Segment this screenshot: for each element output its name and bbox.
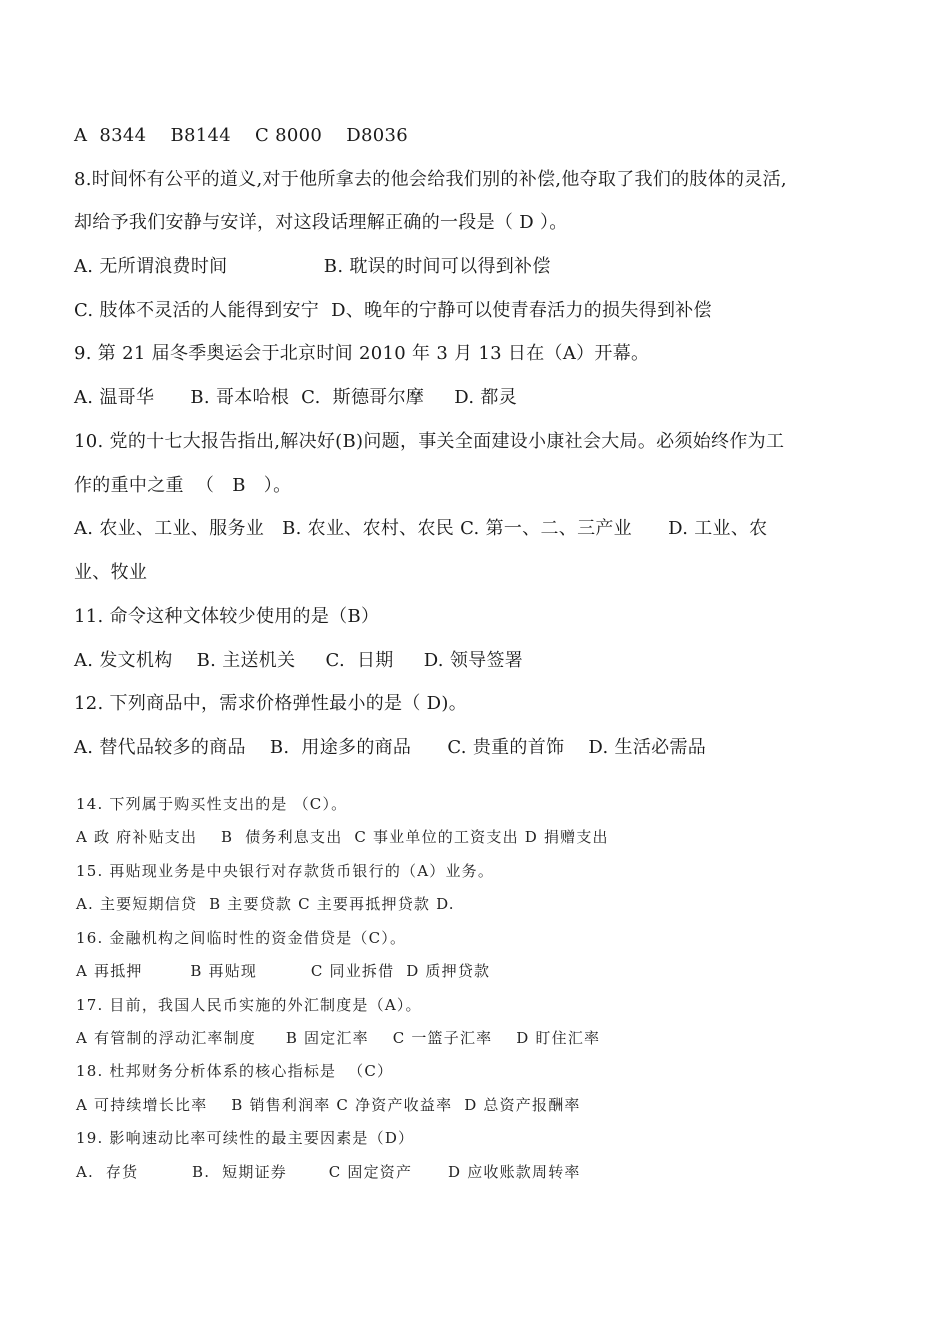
q8-text-line2: 却给予我们安静与安详，对这段话理解正确的一段是（ D ）。: [74, 212, 568, 233]
q15-text: 15. 再贴现业务是中央银行对存款货币银行的（A）业务。: [76, 862, 495, 880]
q10-options-line1: A. 农业、工业、服务业 B. 农业、农村、农民 C. 第一、二、三产业 D. 工业、农: [74, 518, 768, 539]
q16-text: 16. 金融机构之间临时性的资金借贷是（C）。: [76, 929, 407, 947]
q11-text: 11. 命令这种文体较少使用的是（B）: [74, 606, 380, 627]
q14-text: 14. 下列属于购买性支出的是 （C）。: [76, 795, 348, 813]
q10-text-line2: 作的重中之重 （ B ）。: [74, 475, 292, 496]
q17-text: 17. 目前，我国人民币实施的外汇制度是（A）。: [76, 996, 422, 1014]
q16-options: A 再抵押 B 再贴现 C 同业拆借 D 质押贷款: [76, 962, 491, 980]
q14-options: A 政 府补贴支出 B 债务利息支出 C 事业单位的工资支出 D 捐赠支出: [76, 828, 609, 846]
q12-text: 12. 下列商品中，需求价格弹性最小的是（ D)。: [74, 693, 468, 714]
q10-options-line2: 业、牧业: [74, 562, 148, 583]
q15-options: A. 主要短期信贷 B 主要贷款 C 主要再抵押贷款 D.: [76, 895, 455, 913]
q8-options-cd: C. 肢体不灵活的人能得到安宁 D、晚年的宁静可以使青春活力的损失得到补偿: [74, 300, 712, 321]
q8-text-line1: 8.时间怀有公平的道义,对于他所拿去的他会给我们别的补偿,他夺取了我们的肢体的灵活,: [74, 169, 787, 190]
q11-options: A. 发文机构 B. 主送机关 C. 日期 D. 领导签署: [74, 650, 524, 671]
q17-options: A 有管制的浮动汇率制度 B 固定汇率 C 一篮子汇率 D 盯住汇率: [76, 1029, 601, 1047]
q7-options: A 8344 B8144 C 8000 D8036: [74, 125, 408, 146]
q18-options: A 可持续增长比率 B 销售利润率 C 净资产收益率 D 总资产报酬率: [76, 1096, 581, 1114]
q12-options: A. 替代品较多的商品 B. 用途多的商品 C. 贵重的首饰 D. 生活必需品: [74, 737, 707, 758]
q9-text: 9. 第 21 届冬季奥运会于北京时间 2010 年 3 月 13 日在（A）开幕。: [74, 343, 650, 364]
q8-options-ab: A. 无所谓浪费时间 B. 耽误的时间可以得到补偿: [74, 256, 551, 277]
q10-text-line1: 10. 党的十七大报告指出,解决好(B)问题，事关全面建设小康社会大局。必须始终作为工: [74, 431, 785, 452]
q18-text: 18. 杜邦财务分析体系的核心指标是 （C）: [76, 1062, 394, 1080]
q19-options: A. 存货 B. 短期证券 C 固定资产 D 应收账款周转率: [76, 1163, 581, 1181]
q9-options: A. 温哥华 B. 哥本哈根 C. 斯德哥尔摩 D. 都灵: [74, 387, 518, 408]
q19-text: 19. 影响速动比率可续性的最主要因素是（D）: [76, 1129, 415, 1147]
